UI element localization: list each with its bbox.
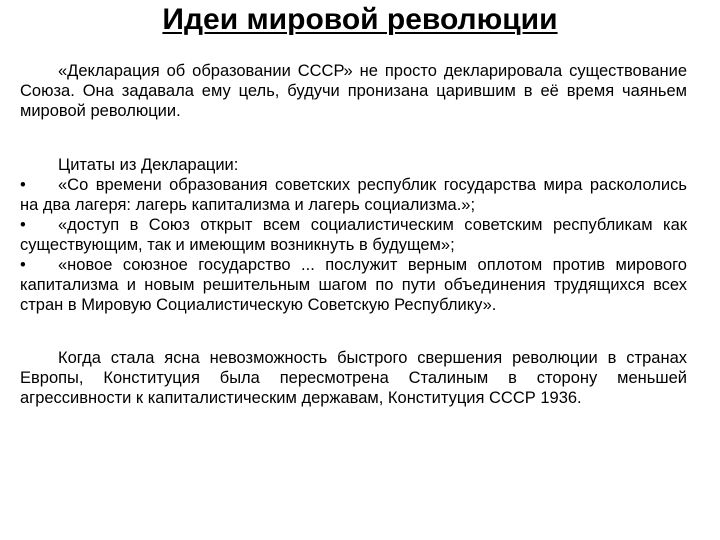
quote-item-1 — [20, 175, 687, 215]
intro-paragraph: «Декларация об образовании СССР» не просто декларировала существование Союза. Она задавала ему цель, будучи пронизана царившим в её время чаяньем мировой революции. — [20, 62, 687, 120]
slide-title-text: Идеи мировой революции — [162, 3, 558, 36]
quote-text: «новое союзное государство ... послужит верным оплотом против мирового капитализма и новым решительным шагом по пути объединения трудящихся всех стран в Мировую Социалистическую Советскую Республику». — [20, 256, 687, 314]
spacer — [20, 121, 687, 155]
bullet-icon: • — [20, 216, 26, 234]
spacer — [20, 315, 687, 348]
quote-item-3 — [20, 255, 687, 315]
quotes-heading: Цитаты из Декларации: — [58, 156, 239, 174]
conclusion-paragraph: Когда стала ясна невозможность быстрого свершения революции в странах Европы, Конституция была пересмотрена Сталиным в сторону меньшей агрессивности к капиталистическим державам, Конституция СССР 1936. — [20, 349, 687, 407]
bullet-icon: • — [20, 256, 26, 274]
slide-body — [20, 61, 687, 408]
quote-text: «доступ в Союз открыт всем социалистическим советским республикам как существующим, так и имеющим возникнуть в будущем»; — [20, 216, 687, 254]
quote-text: «Со времени образования советских республик государства мира раскололись на два лагеря: лагерь капитализма и лагерь социализма.»; — [20, 176, 687, 214]
slide-title — [0, 2, 720, 38]
quote-item-2 — [20, 215, 687, 255]
bullet-icon: • — [20, 176, 26, 194]
